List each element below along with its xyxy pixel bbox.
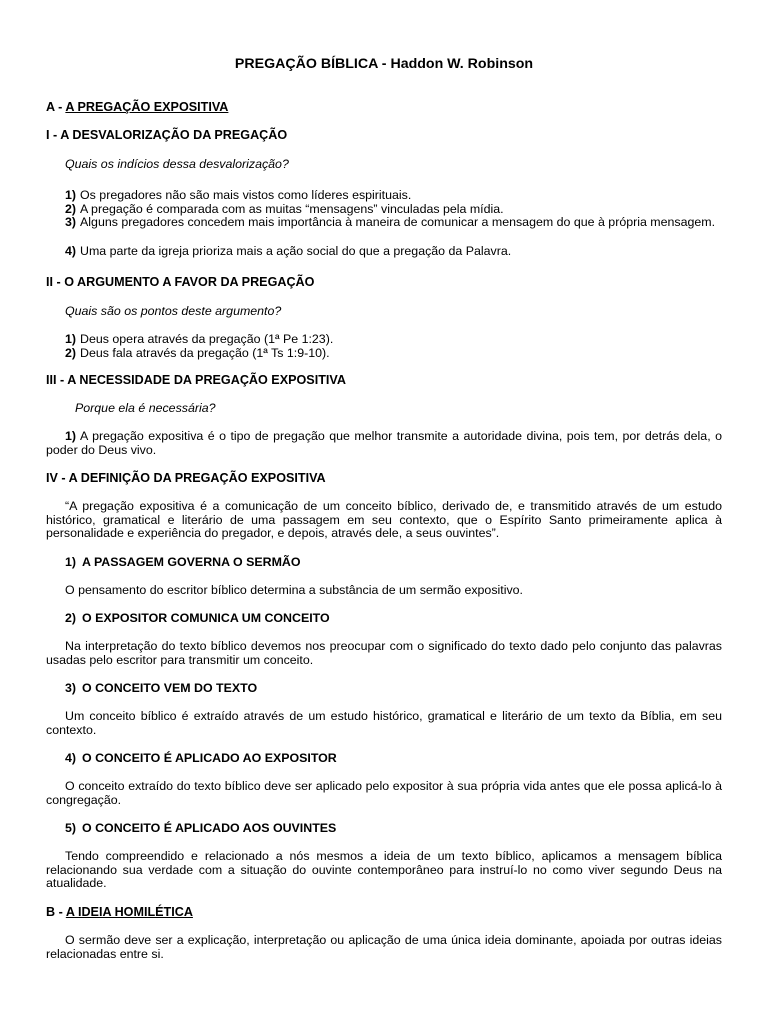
point-heading xyxy=(65,611,330,625)
item-text: Deus opera através da pregação (1ª Pe 1:23). xyxy=(80,332,334,346)
section-2-question: Quais são os pontos deste argumento? xyxy=(65,304,282,318)
section-b-heading xyxy=(46,905,193,919)
list-item xyxy=(65,202,504,216)
point-number: 5) xyxy=(65,821,77,835)
list-item xyxy=(65,244,511,258)
item-number: 2) xyxy=(65,346,77,360)
item-text: A pregação é comparada com as muitas “mensagens” vinculadas pela mídia. xyxy=(80,202,504,216)
list-item xyxy=(65,332,333,346)
point-paragraph: Um conceito bíblico é extraído através de um estudo histórico, gramatical e literário de um texto da Bíblia, em seu contexto. xyxy=(46,709,722,737)
point-title: A PASSAGEM GOVERNA O SERMÃO xyxy=(82,555,301,569)
point-number: 1) xyxy=(65,555,77,569)
section-b-paragraph: O sermão deve ser a explicação, interpretação ou aplicação de uma única ideia dominante, apoiada por outras ideias relacionadas entre si. xyxy=(46,933,722,961)
item-number: 1) xyxy=(65,429,77,443)
point-title: O CONCEITO VEM DO TEXTO xyxy=(82,681,258,695)
point-heading xyxy=(65,555,301,569)
section-a-label: A PREGAÇÃO EXPOSITIVA xyxy=(65,100,229,114)
item-text: A pregação expositiva é o tipo de pregação que melhor transmite a autoridade divina, pois tem, por detrás dela, o poder do Deus vivo. xyxy=(46,429,722,457)
list-item xyxy=(46,430,722,457)
point-paragraph: O pensamento do escritor bíblico determina a substância de um sermão expositivo. xyxy=(65,583,523,597)
section-1-question: Quais os indícios dessa desvalorização? xyxy=(65,157,289,171)
item-number: 1) xyxy=(65,332,77,346)
point-heading xyxy=(65,821,336,835)
item-text: Deus fala através da pregação (1ª Ts 1:9-10). xyxy=(80,346,330,360)
list-item xyxy=(46,216,722,230)
item-number: 3) xyxy=(65,215,77,229)
item-number: 1) xyxy=(65,188,77,202)
item-number: 4) xyxy=(65,244,77,258)
point-heading xyxy=(65,681,257,695)
section-3-heading: III - A NECESSIDADE DA PREGAÇÃO EXPOSITIVA xyxy=(46,373,346,387)
item-text: Os pregadores não são mais vistos como líderes espirituais. xyxy=(80,188,412,202)
point-paragraph: O conceito extraído do texto bíblico deve ser aplicado pelo expositor à sua própria vida antes que ele possa aplicá-lo à congregação. xyxy=(46,779,722,807)
point-title: O EXPOSITOR COMUNICA UM CONCEITO xyxy=(82,611,330,625)
section-b-prefix: B - xyxy=(46,905,66,919)
section-4-heading: IV - A DEFINIÇÃO DA PREGAÇÃO EXPOSITIVA xyxy=(46,471,326,485)
item-number: 2) xyxy=(65,202,77,216)
section-3-question: Porque ela é necessária? xyxy=(75,401,216,415)
item-text: Alguns pregadores concedem mais importância à maneira de comunicar a mensagem do que à própria mensagem. xyxy=(80,215,716,229)
point-title: O CONCEITO É APLICADO AO EXPOSITOR xyxy=(82,751,337,765)
point-number: 3) xyxy=(65,681,77,695)
section-2-heading: II - O ARGUMENTO A FAVOR DA PREGAÇÃO xyxy=(46,275,315,289)
point-title: O CONCEITO É APLICADO AOS OUVINTES xyxy=(82,821,337,835)
section-a-heading xyxy=(46,100,228,114)
section-1-heading: I - A DESVALORIZAÇÃO DA PREGAÇÃO xyxy=(46,128,288,142)
point-paragraph: Na interpretação do texto bíblico devemos nos preocupar com o significado do texto dado pelo conjunto das palavras usadas pelo escritor para transmitir um conceito. xyxy=(46,639,722,667)
list-item xyxy=(65,346,330,360)
point-paragraph: Tendo compreendido e relacionado a nós mesmos a ideia de um texto bíblico, aplicamos a mensagem bíblica relacionando sua verdade com a situação do ouvinte contemporâneo para instruí-lo no como viver segundo Deus na atualidade. xyxy=(46,849,722,890)
point-number: 2) xyxy=(65,611,77,625)
point-heading xyxy=(65,751,337,765)
point-number: 4) xyxy=(65,751,77,765)
list-item xyxy=(65,188,411,202)
definition-paragraph: “A pregação expositiva é a comunicação de um conceito bíblico, derivado de, e transmitido através de um estudo histórico, gramatical e literário de uma passagem em seu contexto, que o Espírito Santo primeiramente aplica à personalidade e experiência do pregador, e depois, através dele, a seus ouvintes”. xyxy=(46,499,722,540)
document-title: PREGAÇÃO BÍBLICA - Haddon W. Robinson xyxy=(234,56,534,72)
section-a-prefix: A - xyxy=(46,100,66,114)
section-b-label: A IDEIA HOMILÉTICA xyxy=(65,905,193,919)
item-text: Uma parte da igreja prioriza mais a ação social do que a pregação da Palavra. xyxy=(80,244,512,258)
